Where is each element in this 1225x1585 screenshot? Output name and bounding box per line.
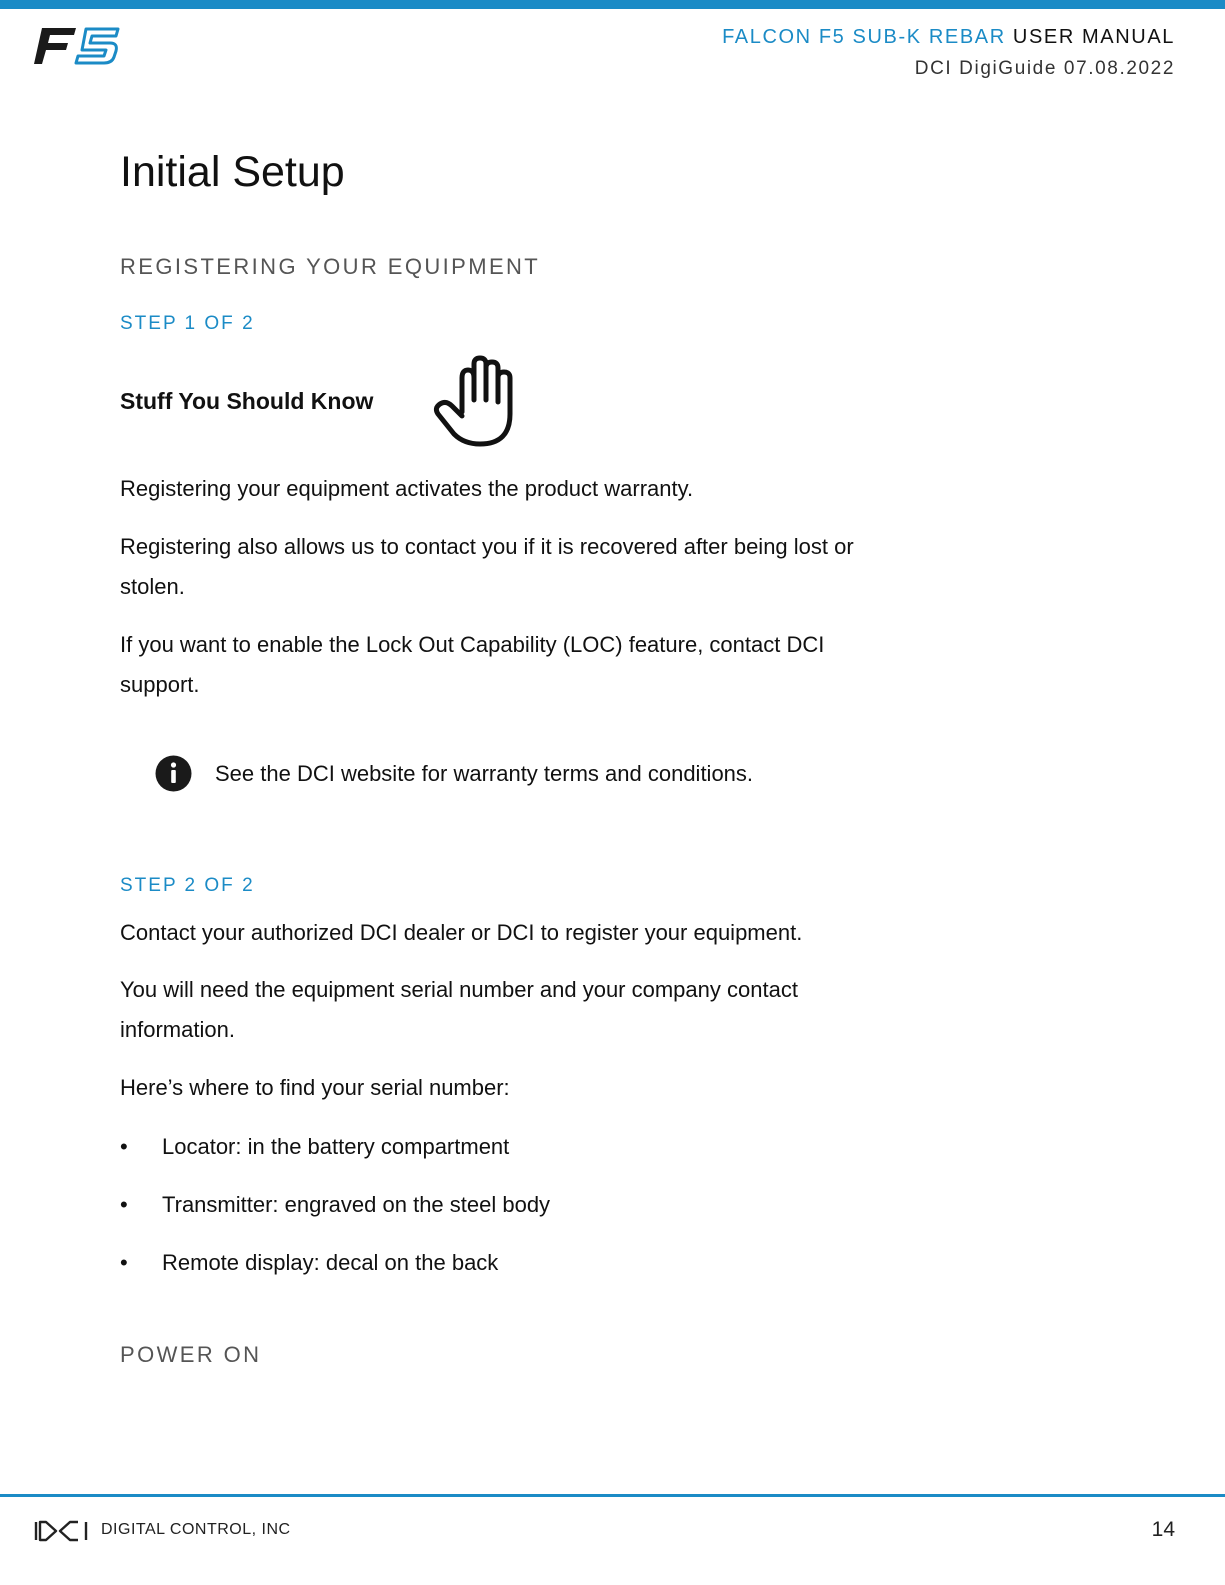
paragraph-contact-dealer: Contact your authorized DCI dealer or DCI to register your equipment. xyxy=(120,920,803,945)
f5-logo-icon xyxy=(34,26,122,66)
step-1-label: STEP 1 OF 2 xyxy=(120,313,255,334)
footer-divider xyxy=(0,1494,1225,1497)
bullet-dot: • xyxy=(120,1134,128,1159)
section-heading-registering: REGISTERING YOUR EQUIPMENT xyxy=(120,254,541,279)
paragraph-serial-line1: You will need the equipment serial number and your company contact xyxy=(120,977,798,1002)
bullet-dot: • xyxy=(120,1192,128,1217)
list-item-text: Locator: in the battery compartment xyxy=(162,1134,510,1159)
paragraph-loc-line2: support. xyxy=(120,672,200,697)
paragraph-find-serial: Here’s where to find your serial number: xyxy=(120,1075,510,1100)
header-product: FALCON F5 SUB-K REBAR xyxy=(722,26,1006,48)
paragraph-serial-line2: information. xyxy=(120,1017,235,1042)
stuff-you-should-know-heading: Stuff You Should Know xyxy=(120,388,374,414)
header-guide: DCI DigiGuide xyxy=(914,58,1058,79)
header-date: 07.08.2022 xyxy=(1063,58,1175,79)
dci-logo-icon xyxy=(34,1520,90,1542)
paragraph-recovery-line2: stolen. xyxy=(120,574,185,599)
paragraph-warranty: Registering your equipment activates the product warranty. xyxy=(120,476,694,501)
top-accent-bar xyxy=(0,0,1225,9)
paragraph-recovery-line1: Registering also allows us to contact you if it is recovered after being lost or xyxy=(120,534,854,559)
footer-company-name: DIGITAL CONTROL, INC xyxy=(101,1521,291,1538)
hand-stop-icon xyxy=(432,354,518,448)
section-heading-power-on: POWER ON xyxy=(120,1342,262,1367)
paragraph-loc-line1: If you want to enable the Lock Out Capability (LOC) feature, contact DCI xyxy=(120,632,825,657)
document-header xyxy=(722,24,1175,82)
page-number: 14 xyxy=(1151,1518,1175,1541)
header-doc-type: USER MANUAL xyxy=(1012,26,1175,48)
step-2-label: STEP 2 OF 2 xyxy=(120,875,255,896)
note-warranty-terms: See the DCI website for warranty terms and conditions. xyxy=(215,761,754,786)
page-title: Initial Setup xyxy=(120,148,345,196)
info-icon xyxy=(155,755,192,792)
list-item-text: Remote display: decal on the back xyxy=(162,1250,499,1275)
bullet-dot: • xyxy=(120,1250,128,1275)
list-item-text: Transmitter: engraved on the steel body xyxy=(162,1192,551,1217)
